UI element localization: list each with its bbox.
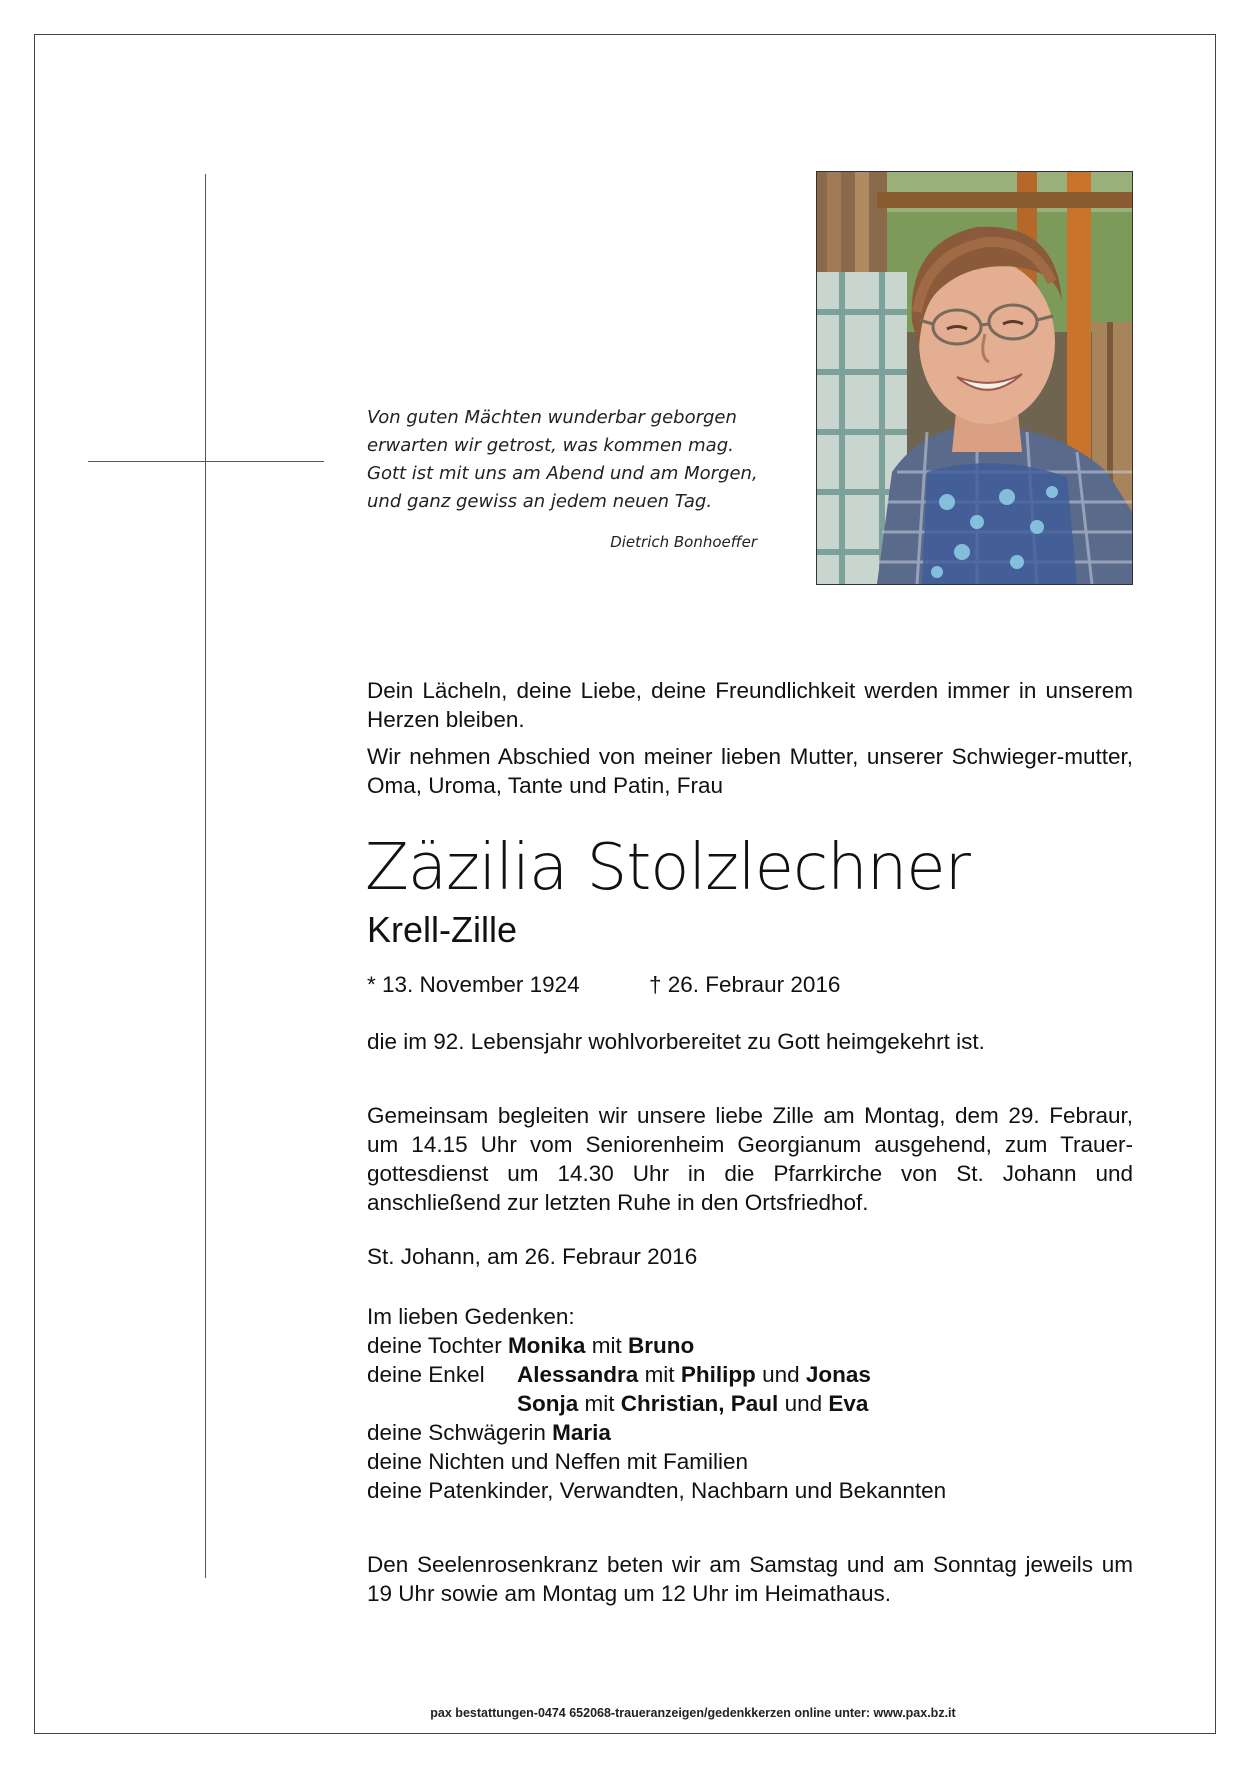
family-grandchildren-names-2: [517, 1389, 868, 1418]
grandchild-name: Sonja: [517, 1391, 579, 1416]
footer: [34, 1704, 1216, 1722]
grandchild-mit: mit: [578, 1391, 621, 1416]
quote-line: Von guten Mächten wunderbar geborgen: [367, 407, 737, 428]
birth-date: * 13. November 1924: [367, 972, 580, 997]
family-nieces: deine Nichten und Neffen mit Familien: [367, 1449, 749, 1474]
funeral-service-text: Gemeinsam begleiten wir unsere liebe Zille am Montag, dem 29. Febraur, um 14.15 Uhr vom Seniorenheim Georgianum ausgehend, zum Trauer-gottesdienst um 14.30 Uhr in die Pfarrkirche von St. Johann und anschließend zur letzten Ruhe in den Ortsfriedhof.: [367, 1103, 1133, 1215]
portrait-photo-image: [817, 172, 1132, 584]
family-heading: Im lieben Gedenken:: [367, 1304, 575, 1329]
family-others: deine Patenkinder, Verwandten, Nachbarn und Bekannten: [367, 1478, 947, 1503]
life-dates: [367, 970, 841, 999]
portrait-photo: [816, 171, 1133, 585]
age-text: die im 92. Lebensjahr wohlvorbereitet zu Gott heimgekehrt ist.: [367, 1029, 985, 1054]
family-grandchildren-label: deine Enkel: [367, 1362, 485, 1387]
family-list: [367, 1302, 1133, 1505]
family-daughter-name: Monika: [507, 1333, 586, 1358]
family-sister-in-law-prefix: deine Schwägerin: [367, 1420, 553, 1445]
grandchild-partner: Philipp: [680, 1362, 756, 1387]
intro-paragraph-smile: Dein Lächeln, deine Liebe, deine Freundlichkeit werden immer in unserem Herzen bleiben.: [367, 678, 1133, 732]
great-grandchild-name: Jonas: [805, 1362, 871, 1387]
family-daughter-prefix: deine Tochter: [367, 1333, 508, 1358]
footer-text: pax bestattungen-0474 652068-traueranzeigen/gedenkkerzen online unter: www.pax.bz.it: [430, 1706, 956, 1720]
quote-line: und ganz gewiss an jedem neuen Tag.: [367, 491, 713, 512]
family-sister-in-law-name: Maria: [552, 1420, 611, 1445]
family-daughter-partner: Bruno: [627, 1333, 695, 1358]
family-grandchildren-names-1: [517, 1360, 871, 1389]
quote-line: Gott ist mit uns am Abend und am Morgen,: [367, 463, 758, 484]
cross-horizontal-bar: [88, 461, 324, 462]
family-daughter: [367, 1331, 1133, 1360]
family-daughter-mit: mit: [585, 1333, 628, 1358]
place-and-date: St. Johann, am 26. Febraur 2016: [367, 1244, 698, 1269]
cross-vertical-bar: [205, 174, 206, 1578]
grandchild-und: und: [778, 1391, 829, 1416]
grandchild-mit: mit: [638, 1362, 681, 1387]
great-grandchild-name: Eva: [828, 1391, 869, 1416]
grandchild-partner: Christian, Paul: [620, 1391, 779, 1416]
quote-line: erwarten wir getrost, was kommen mag.: [367, 435, 734, 456]
rosary-text: Den Seelenrosenkranz beten wir am Samstag und am Sonntag jeweils um 19 Uhr sowie am Montag um 12 Uhr im Heimathaus.: [367, 1552, 1133, 1606]
family-grandchildren-2: [367, 1389, 1133, 1418]
family-sister-in-law: [367, 1418, 1133, 1447]
intro-text: [367, 676, 1133, 800]
grandchild-und: und: [755, 1362, 806, 1387]
quote-author: Dietrich Bonhoeffer: [610, 533, 757, 551]
intro-paragraph-farewell: Wir nehmen Abschied von meiner lieben Mutter, unserer Schwieger-mutter, Oma, Uroma, Tante und Patin, Frau: [367, 744, 1133, 798]
death-date: † 26. Febraur 2016: [649, 972, 841, 997]
bonhoeffer-quote: [367, 404, 767, 516]
deceased-name: Zäzilia Stolzlechner: [365, 831, 970, 905]
deceased-nickname: Krell-Zille: [367, 909, 518, 950]
family-grandchildren-1: [367, 1360, 1133, 1389]
grandchild-name: Alessandra: [517, 1362, 639, 1387]
